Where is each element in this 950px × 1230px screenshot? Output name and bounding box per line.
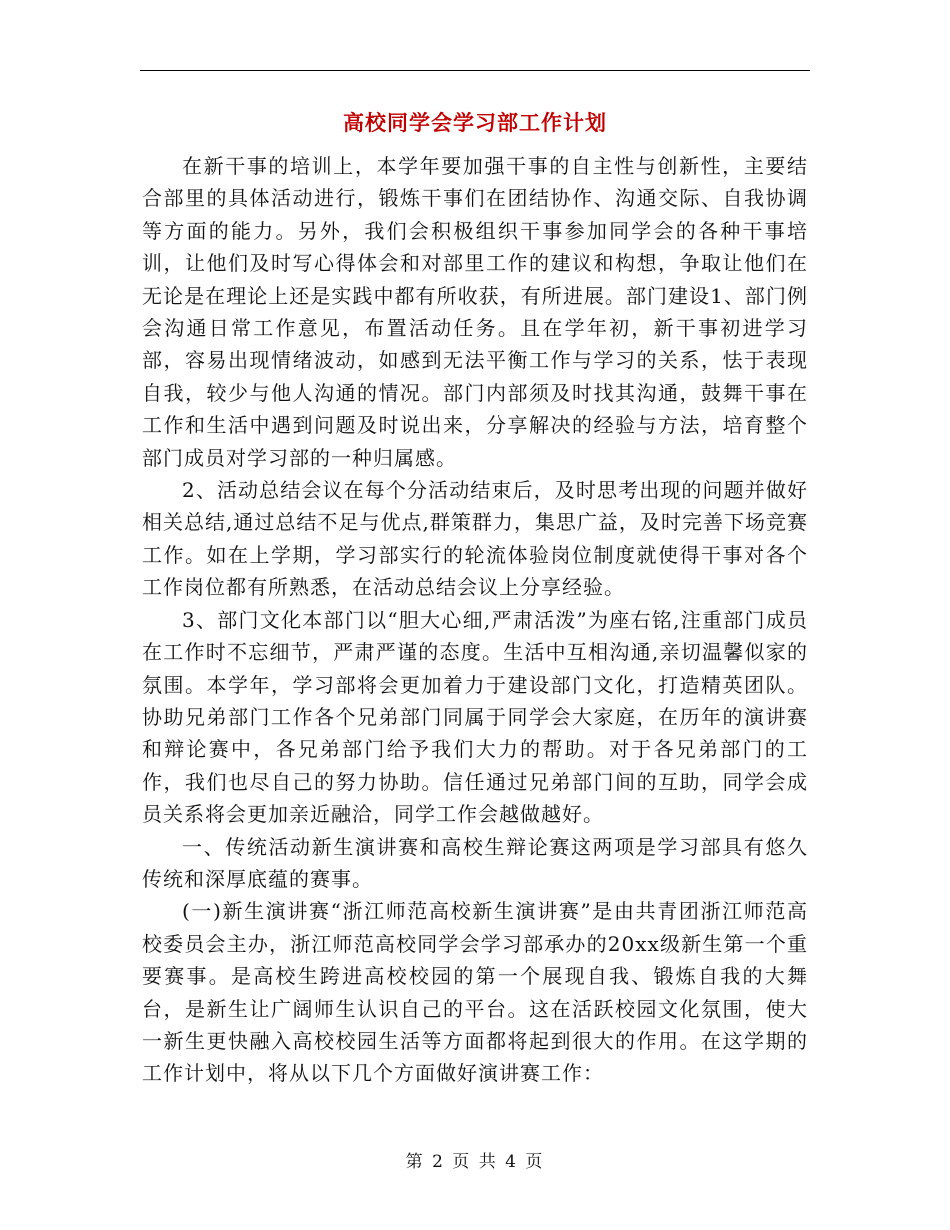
page-number: 第 2 页 共 4 页 — [405, 1152, 545, 1172]
paragraph: 一、传统活动新生演讲赛和高校生辩论赛这两项是学习部具有悠久传统和深厚底蕴的赛事。 — [142, 834, 808, 891]
paragraph: 在新干事的培训上，本学年要加强干事的自主性与创新性，主要结合部里的具体活动进行，锻炼干事们在团结协作、沟通交际、自我协调等方面的能力。另外，我们会积极组织干事参加同学会的各种干事培训，让他们及时写心得体会和对部里工作的建议和构想，争取让他们在无论是在理论上还是实践中都有所收获，有所进展。部门建设1、部门例会沟通日常工作意见，布置活动任务。且在学年初，新干事初进学习部，容易出现情绪波动，如感到无法平衡工作与学习的关系，怯于表现自我，较少与他人沟通的情况。部门内部须及时找其沟通，鼓舞干事在工作和生活中遇到问题及时说出来，分享解决的经验与方法，培育整个部门成员对学习部的一种归属感。 — [142, 154, 808, 470]
document-body — [142, 150, 808, 1090]
paragraph: (一)新生演讲赛“浙江师范高校新生演讲赛”是由共青团浙江师范高校委员会主办，浙江师范高校同学会学习部承办的20xx级新生第一个重要赛事。是高校生跨进高校校园的第一个展现自我、锻炼自我的大舞台，是新生让广阔师生认识自己的平台。这在活跃校园文化氛围，使大一新生更快融入高校校园生活等方面都将起到很大的作用。在这学期的工作计划中，将从以下几个方面做好演讲赛工作： — [142, 899, 808, 1086]
page-footer — [0, 1150, 950, 1174]
paragraph: 3、部门文化本部门以“胆大心细,严肃活泼”为座右铭,注重部门成员在工作时不忘细节，严肃严谨的态度。生活中互相沟通,亲切温馨似家的氛围。本学年，学习部将会更加着力于建设部门文化，打造精英团队。协助兄弟部门工作各个兄弟部门同属于同学会大家庭，在历年的演讲赛和辩论赛中，各兄弟部门给予我们大力的帮助。对于各兄弟部门的工作，我们也尽自己的努力协助。信任通过兄弟部门间的互助，同学会成员关系将会更加亲近融洽，同学工作会越做越好。 — [142, 607, 808, 827]
document-title: 高校同学会学习部工作计划 — [343, 111, 607, 135]
paragraph: 2、活动总结会议在每个分活动结束后，及时思考出现的问题并做好相关总结,通过总结不足与优点,群策群力，集思广益，及时完善下场竞赛工作。如在上学期，学习部实行的轮流体验岗位制度就使得干事对各个工作岗位都有所熟悉，在活动总结会议上分享经验。 — [142, 478, 808, 600]
header-rule — [140, 70, 810, 71]
